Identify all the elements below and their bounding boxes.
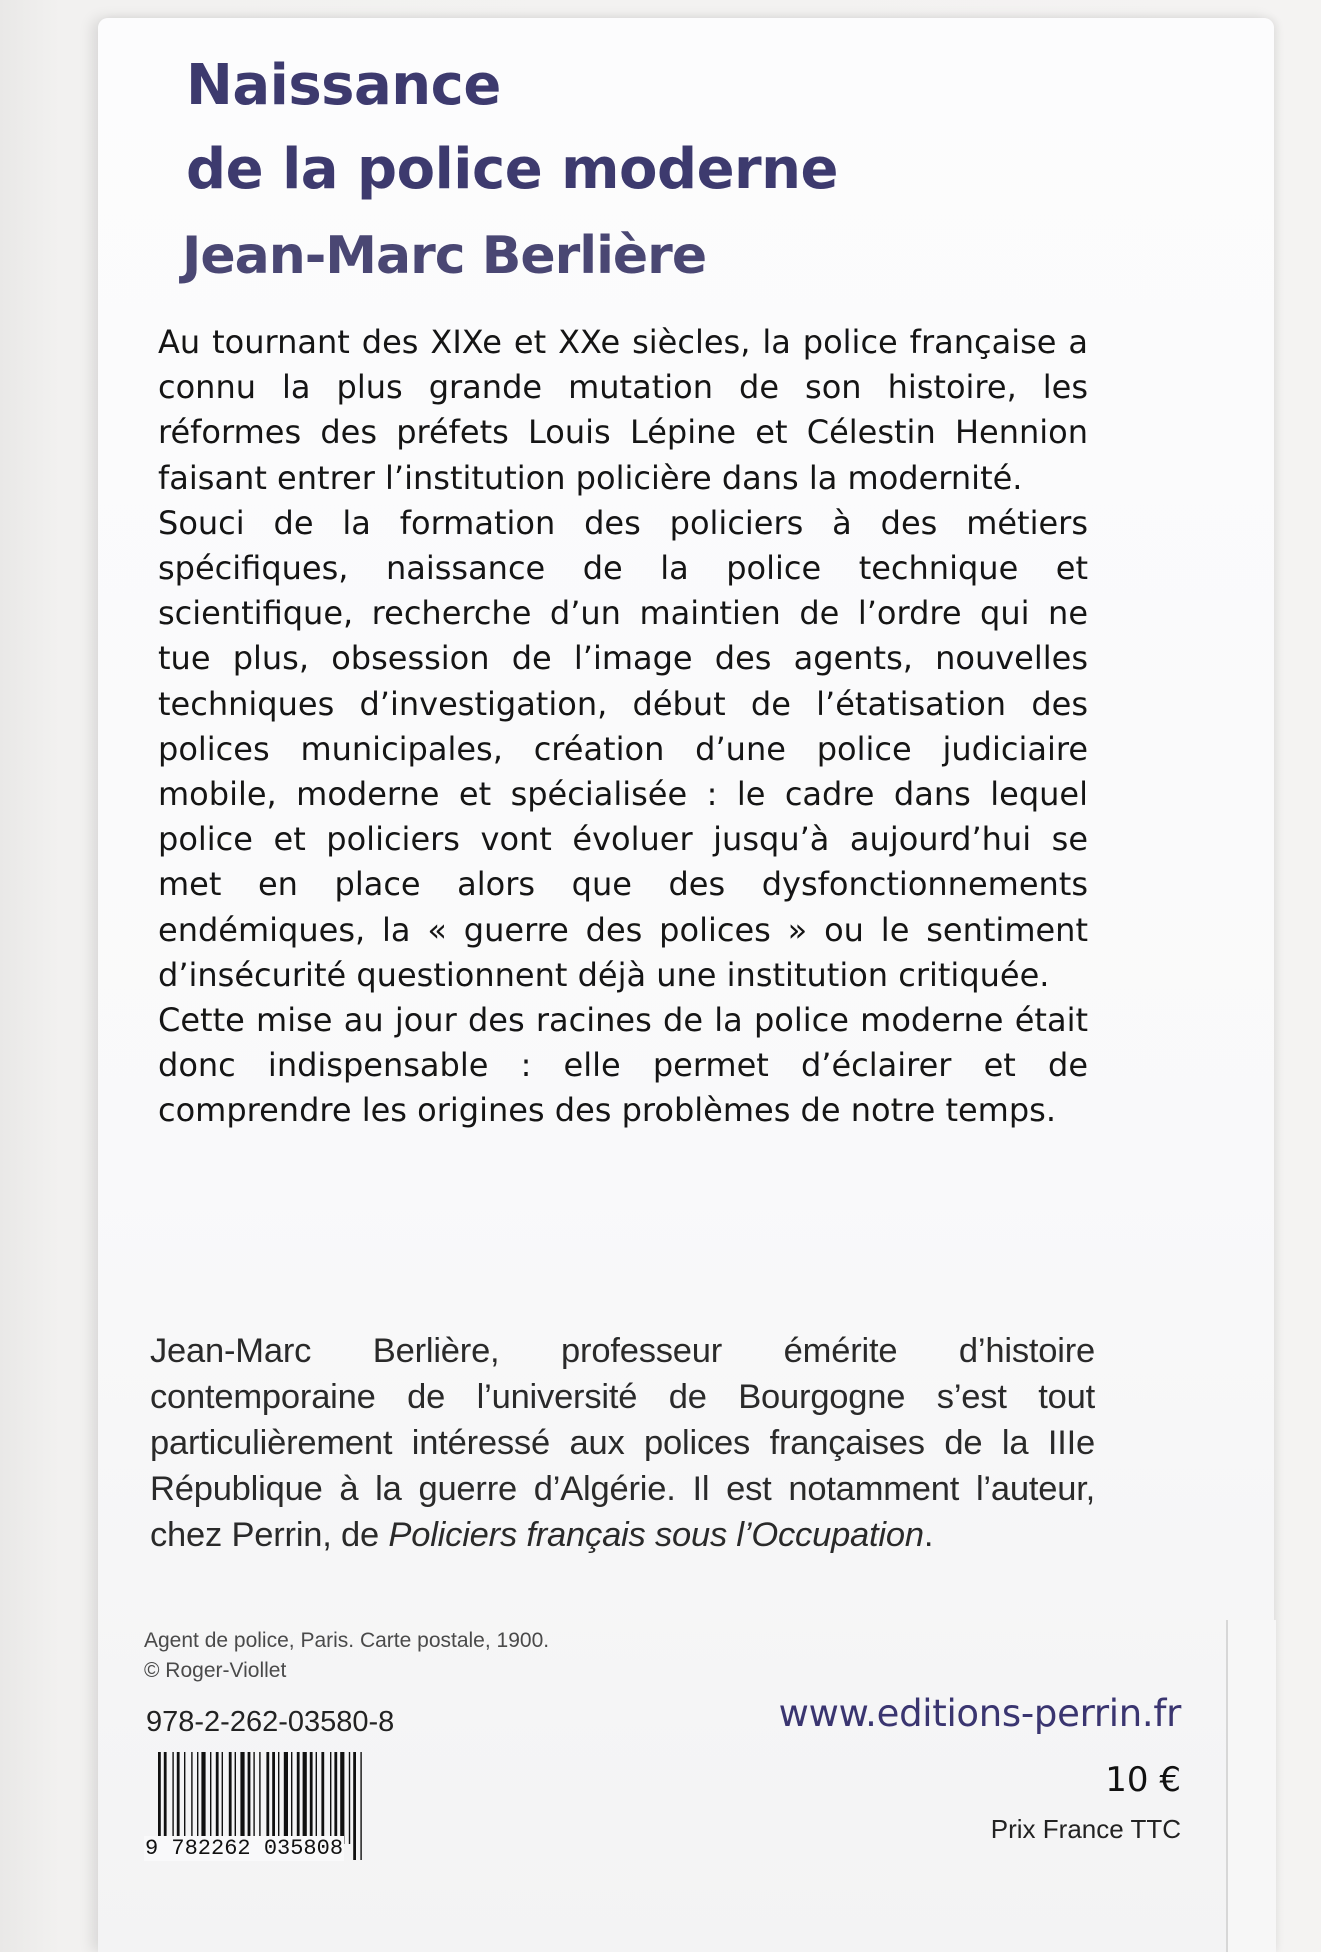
author-bio-text: Jean-Marc Berlière, professeur émérite d’histoire contemporaine de l’université de Bourgogne s’est tout particulièrement intéressé aux polices françaises de la IIIe République à la guerre d’Algérie. Il est notamment l’auteur, chez Perrin, de [150, 1332, 1095, 1554]
photo-credit-caption: Agent de police, Paris. Carte postale, 1900. [144, 1629, 550, 1652]
barcode [144, 1752, 414, 1868]
blurb [158, 320, 1088, 1134]
author-bio [150, 1328, 1095, 1558]
author-bio-paragraph [150, 1328, 1095, 1558]
book-title-line-1: Naissance [186, 53, 501, 118]
photo-credit [144, 1626, 549, 1686]
photo-credit-copyright: © Roger-Viollet [144, 1659, 287, 1682]
price: 10 € [1105, 1760, 1181, 1800]
blurb-paragraph-2: Souci de la formation des policiers à des métiers spécifiques, naissance de la police technique et scientifique, recherche d’un maintien de l’ordre qui ne tue plus, obsession de l’image des agents, nouvelles techniques d’investigation, début de l’étatisation des polices municipales, création d’une police judiciaire mobile, moderne et spécialisée : le cadre dans lequel police et policiers vont évoluer jusqu’à aujourd’hui se met en place alors que des dysfonctionnements endémiques, la « guerre des polices » ou le sentiment d’insécurité questionnent déjà une institution critiquée. [158, 503, 1088, 994]
barcode-digits: 9 782262 035808 [145, 1836, 344, 1861]
publisher-website: www.editions-perrin.fr [778, 1692, 1181, 1735]
price-label: Prix France TTC [990, 1814, 1181, 1844]
author-bio-book-title: Policiers français sous l’Occupation [388, 1516, 924, 1554]
author-bio-end: . [923, 1516, 934, 1554]
cover-edge [1226, 1620, 1276, 1952]
blurb-paragraph-3: Cette mise au jour des racines de la police moderne était donc indispensable : elle permet d’éclairer et de comprendre les origines des problèmes de notre temps. [158, 1001, 1088, 1130]
blurb-paragraph-1: Au tournant des XIXe et XXe siècles, la police française a connu la plus grande mutation de son histoire, les réformes des préfets Louis Lépine et Célestin Hennion faisant entrer l’institution policière dans la modernité. [158, 323, 1088, 497]
book-author: Jean-Marc Berlière [182, 226, 707, 286]
isbn: 978-2-262-03580-8 [146, 1706, 395, 1738]
book-title [186, 44, 838, 212]
book-title-line-2: de la police moderne [186, 137, 839, 202]
